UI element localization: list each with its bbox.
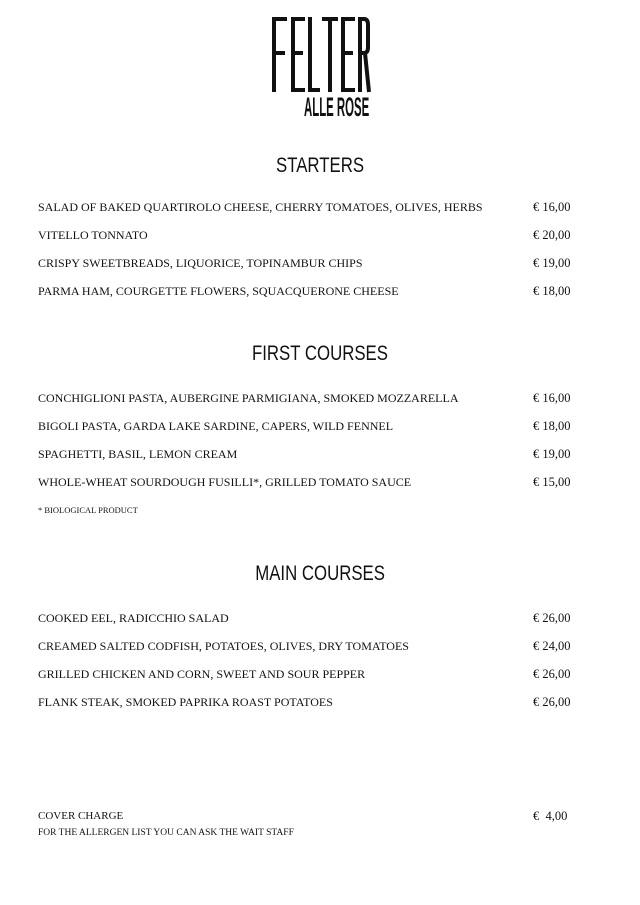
dish-name: COOKED EEL, RADICCHIO SALAD <box>38 611 229 625</box>
dish-price: € 20,00 <box>533 228 571 242</box>
menu-item <box>38 638 598 654</box>
menu-item <box>38 446 598 462</box>
logo-letter-l <box>308 17 320 92</box>
dish-name: CONCHIGLIONI PASTA, AUBERGINE PARMIGIANA, SMOKED MOZZARELLA <box>38 391 459 405</box>
organic-footnote: * BIOLOGICAL PRODUCT <box>38 505 138 515</box>
section-title-text: MAIN COURSES <box>255 562 385 585</box>
dish-price: € 19,00 <box>533 447 571 461</box>
dish-price: € 16,00 <box>533 200 571 214</box>
cover-charge-price: € 4,00 <box>533 809 568 823</box>
logo-letter-f <box>272 17 287 92</box>
dish-price: € 26,00 <box>533 611 571 625</box>
logo-letter-e2 <box>341 17 355 92</box>
section-title-text: FIRST COURSES <box>252 342 388 365</box>
logo <box>0 0 640 125</box>
menu-item <box>38 255 598 271</box>
dish-name: SALAD OF BAKED QUARTIROLO CHEESE, CHERRY TOMATOES, OLIVES, HERBS <box>38 200 483 214</box>
menu-item <box>38 418 598 434</box>
section-title-starters <box>0 154 640 178</box>
section-title-main-courses <box>0 562 640 586</box>
dish-price: € 18,00 <box>533 284 571 298</box>
dish-price: € 18,00 <box>533 419 571 433</box>
logo-letter-t <box>322 17 338 92</box>
allergen-note: FOR THE ALLERGEN LIST YOU CAN ASK THE WAIT STAFF <box>38 828 294 838</box>
menu-item <box>38 694 598 710</box>
section-title-text: STARTERS <box>275 154 365 177</box>
dish-price: € 19,00 <box>533 256 571 270</box>
dish-price: € 24,00 <box>533 639 571 653</box>
menu-item <box>38 283 598 299</box>
dish-name: WHOLE-WHEAT SOURDOUGH FUSILLI*, GRILLED TOMATO SAUCE <box>38 475 412 489</box>
dish-name: VITELLO TONNATO <box>38 228 148 242</box>
cover-charge-label: COVER CHARGE <box>38 810 124 822</box>
dish-name: BIGOLI PASTA, GARDA LAKE SARDINE, CAPERS, WILD FENNEL <box>38 419 394 433</box>
menu-item <box>38 390 598 406</box>
logo-subtitle: ALLE ROSE <box>304 93 370 123</box>
dish-price: € 15,00 <box>533 475 571 489</box>
menu-item <box>38 227 598 243</box>
dish-name: CRISPY SWEETBREADS, LIQUORICE, TOPINAMBUR CHIPS <box>38 256 363 270</box>
cover-charge <box>38 809 598 823</box>
section-title-first-courses <box>0 342 640 366</box>
dish-price: € 26,00 <box>533 695 571 709</box>
dish-name: CREAMED SALTED CODFISH, POTATOES, OLIVES, DRY TOMATOES <box>38 639 409 653</box>
logo-wordmark <box>272 17 369 92</box>
menu-item <box>38 666 598 682</box>
menu-item <box>38 199 598 215</box>
menu-item <box>38 474 598 490</box>
dish-name: FLANK STEAK, SMOKED PAPRIKA ROAST POTATOES <box>38 695 333 709</box>
dish-name: GRILLED CHICKEN AND CORN, SWEET AND SOUR PEPPER <box>38 667 366 681</box>
dish-name: SPAGHETTI, BASIL, LEMON CREAM <box>38 447 238 461</box>
dish-price: € 26,00 <box>533 667 571 681</box>
dish-price: € 16,00 <box>533 391 571 405</box>
logo-letter-r <box>358 17 369 92</box>
dish-name: PARMA HAM, COURGETTE FLOWERS, SQUACQUERONE CHEESE <box>38 284 399 298</box>
logo-letter-e <box>291 17 305 92</box>
menu-item <box>38 610 598 626</box>
